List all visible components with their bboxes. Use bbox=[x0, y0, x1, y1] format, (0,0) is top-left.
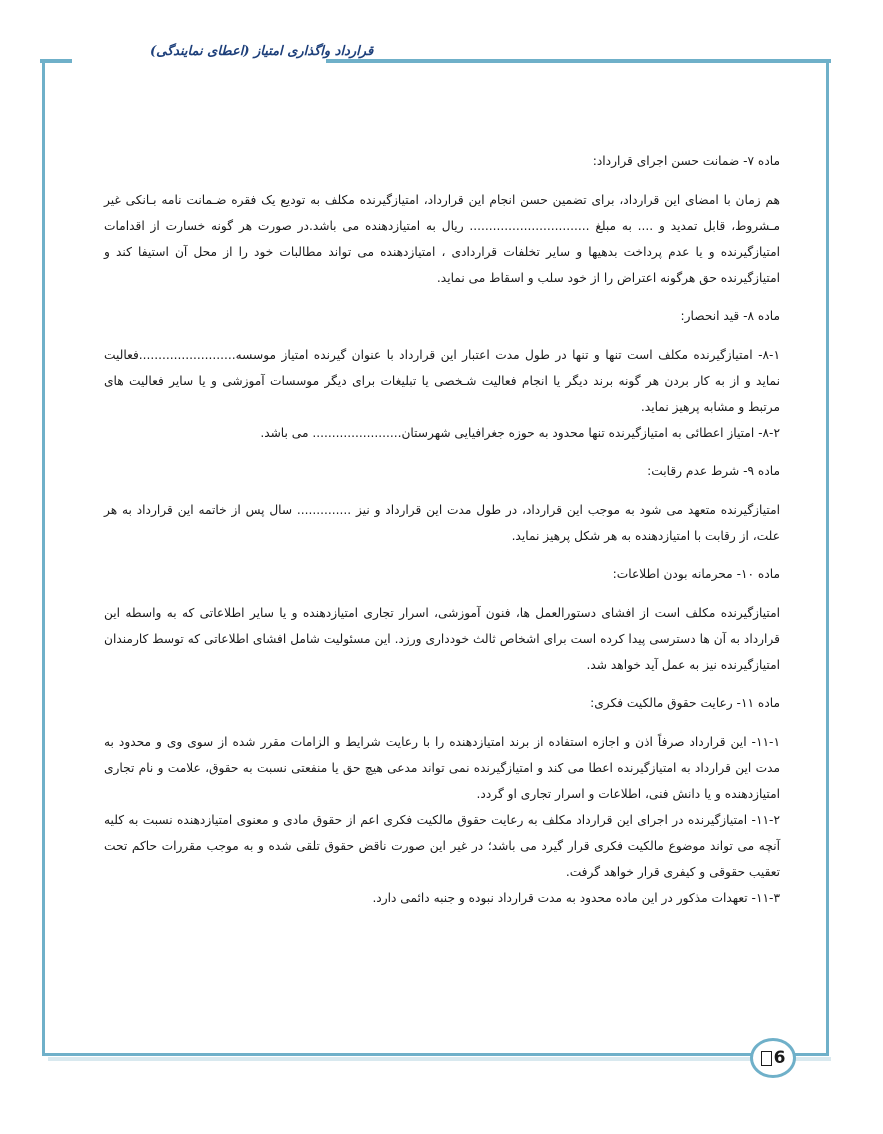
missing-glyph-box-icon bbox=[761, 1051, 772, 1066]
header-title: قرارداد واگذاری امتیاز (اعطای نمایندگی) bbox=[150, 44, 374, 59]
clause-8-2: ۸-۲- امتیاز اعطائی به امتیازگیرنده تنها محدود به حوزه جغرافیایی شهرستان....................... می باشد. bbox=[260, 426, 780, 440]
section-8-body bbox=[104, 342, 780, 446]
page-number: 6 bbox=[773, 1048, 786, 1068]
section-9-body bbox=[104, 497, 780, 549]
section-11-body bbox=[104, 729, 780, 911]
clause-11-1: ۱۱-۱- این قرارداد صرفاً اذن و اجازه استفاده از برند امتیازدهنده را با رعایت شرایط و الزامات مقرر شده از سوی وی و محدود به مدت این قرارداد به امتیازگیرنده اعطا می کند و امتیازگیرنده نمی تواند مدعی هیچ حق یا منفعتی نسبت به حقوق، علامت و نام تجاری امتیازدهنده و یا دانش فنی، اطلاعات و اسرار تجاری او گردد. bbox=[104, 735, 780, 801]
section-9-paragraph: امتیازگیرنده متعهد می شود به موجب این قرارداد، در طول مدت این قرارداد و نیز .............. سال پس از خاتمه این قرارداد به هر علت، از رقابت با امتیازدهنده به هر شکل پرهیز نماید. bbox=[104, 503, 780, 543]
section-10-body bbox=[104, 600, 780, 678]
section-7-title: ماده ۷- ضمانت حسن اجرای قرارداد: bbox=[592, 154, 780, 168]
document-body bbox=[104, 148, 780, 923]
frame-bottom-shadow bbox=[48, 1057, 831, 1061]
section-10-paragraph: امتیازگیرنده مکلف است از افشای دستورالعمل ها، فنون آموزشی، اسرار تجاری امتیازدهنده و یا سایر اطلاعاتی که به واسطه این قرارداد به آن ها دسترسی پیدا کرده است برای اشخاص ثالث خودداری ورزد. این مسئولیت شامل افشای اطلاعاتی که توسط کارمندان امتیازگیرنده نیز به عمل آید خواهد شد. bbox=[104, 606, 780, 672]
section-10-title: ماده ۱۰- محرمانه بودن اطلاعات: bbox=[612, 567, 780, 581]
clause-11-3: ۱۱-۳- تعهدات مذکور در این ماده محدود به مدت قرارداد نبوده و جنبه دائمی دارد. bbox=[372, 891, 780, 905]
clause-11-2: ۱۱-۲- امتیازگیرنده در اجرای این قرارداد مکلف به رعایت حقوق مالکیت فکری اعم از حقوق مادی و معنوی امتیازدهنده نسبت به کلیه آنچه می تواند موضوع مالکیت فکری قرار گیرد می باشد؛ در غیر این صورت ناقض حقوق تلقی شده و به موجب مقررات حاکم تحت تعقیب حقوقی و کیفری قرار خواهد گرفت. bbox=[104, 813, 780, 879]
page-number-badge bbox=[750, 1038, 796, 1078]
section-7-paragraph: هم زمان با امضای این قرارداد، برای تضمین حسن انجام این قرارداد، امتیازگیرنده مکلف به تودیع یک فقره ضـمانت نامه بـانکی غیر مـشروط، قابل تمدید و .... به مبلغ ............................... ریال به امتیازدهنده می باشد.در صورت هر گونه خسارت از اقدامات امتیازگیرنده و یا عدم پرداخت بدهیها و سایر تخلفات قراردادی ، امتیازدهنده می تواند مطالبات خود را از محل آن استیفا کند و امتیازگیرنده حق هرگونه اعتراض را از خود سلب و اسقاط می نماید. bbox=[104, 193, 780, 285]
section-7-body bbox=[104, 187, 780, 291]
section-11-title: ماده ۱۱- رعایت حقوق مالکیت فکری: bbox=[590, 696, 780, 710]
section-9-title: ماده ۹- شرط عدم رقابت: bbox=[647, 464, 780, 478]
section-8-title: ماده ۸- قید انحصار: bbox=[680, 309, 780, 323]
clause-8-1: ۸-۱- امتیازگیرنده مکلف است تنها و تنها در طول مدت اعتبار این قرارداد با عنوان گیرنده امتیاز موسسه.........................فعالیت نماید و از به کار بردن هر گونه برند دیگر یا انجام فعالیت شـخصی یا تبلیغات برای دیگر موسسات آموزشی و یا سایر فعالیت های مرتبط و مشابه پرهیز نماید. bbox=[104, 348, 780, 414]
